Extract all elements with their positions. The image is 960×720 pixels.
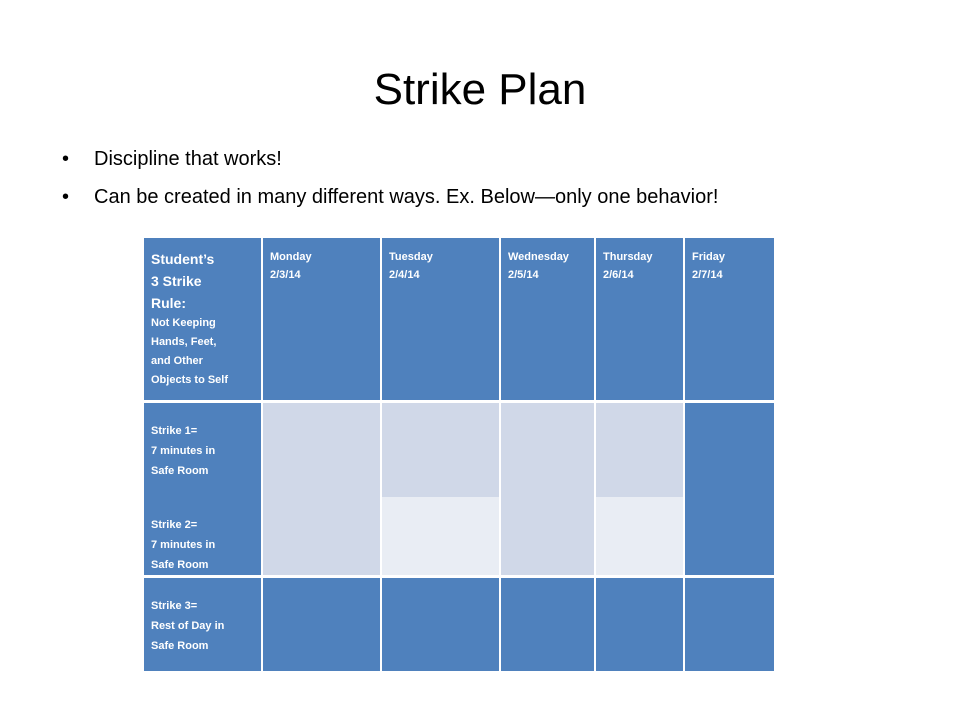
strike-plan-table <box>144 238 774 671</box>
table-row <box>144 578 774 671</box>
table-row <box>144 403 774 497</box>
table-cell <box>685 578 774 671</box>
table-cell <box>382 578 501 671</box>
table-cell <box>263 578 382 671</box>
header-cell-rule <box>144 238 263 403</box>
bullet-text: Discipline that works! <box>94 148 282 170</box>
header-cell-thursday: Thursday 2/6/14 <box>596 238 685 403</box>
table-row <box>144 497 774 578</box>
table-cell <box>382 497 501 578</box>
table-cell <box>501 497 596 578</box>
table-cell <box>501 578 596 671</box>
table-cell <box>263 497 382 578</box>
bullet-item <box>62 144 942 174</box>
header-cell-monday: Monday 2/3/14 <box>263 238 382 403</box>
bullet-text: Can be created in many different ways. Ex. Below—only one behavior! <box>94 186 719 208</box>
bullet-icon: • <box>62 186 70 208</box>
header-cell-tuesday: Tuesday 2/4/14 <box>382 238 501 403</box>
rule-title: Student’s 3 Strike Rule: <box>151 251 215 311</box>
table-cell <box>382 403 501 497</box>
table-cell <box>596 497 685 578</box>
header-cell-wednesday: Wednesday 2/5/14 <box>501 238 596 403</box>
bullet-item <box>62 182 942 212</box>
table-cell <box>501 403 596 497</box>
strike-3-label: Strike 3= Rest of Day in Safe Room <box>144 578 263 671</box>
table-header-row <box>144 238 774 403</box>
bullet-icon: • <box>62 148 70 170</box>
table-cell <box>685 497 774 578</box>
table-cell <box>263 403 382 497</box>
strike-1-label: Strike 1= 7 minutes in Safe Room <box>144 403 263 497</box>
table-cell <box>596 403 685 497</box>
header-cell-friday: Friday 2/7/14 <box>685 238 774 403</box>
table-cell <box>685 403 774 497</box>
table-cell <box>596 578 685 671</box>
rule-behavior: Not Keeping Hands, Feet, and Other Objects to Self <box>151 317 229 386</box>
bullet-list <box>62 144 942 220</box>
strike-2-label: Strike 2= 7 minutes in Safe Room <box>144 497 263 578</box>
slide-title: Strike Plan <box>373 65 587 114</box>
